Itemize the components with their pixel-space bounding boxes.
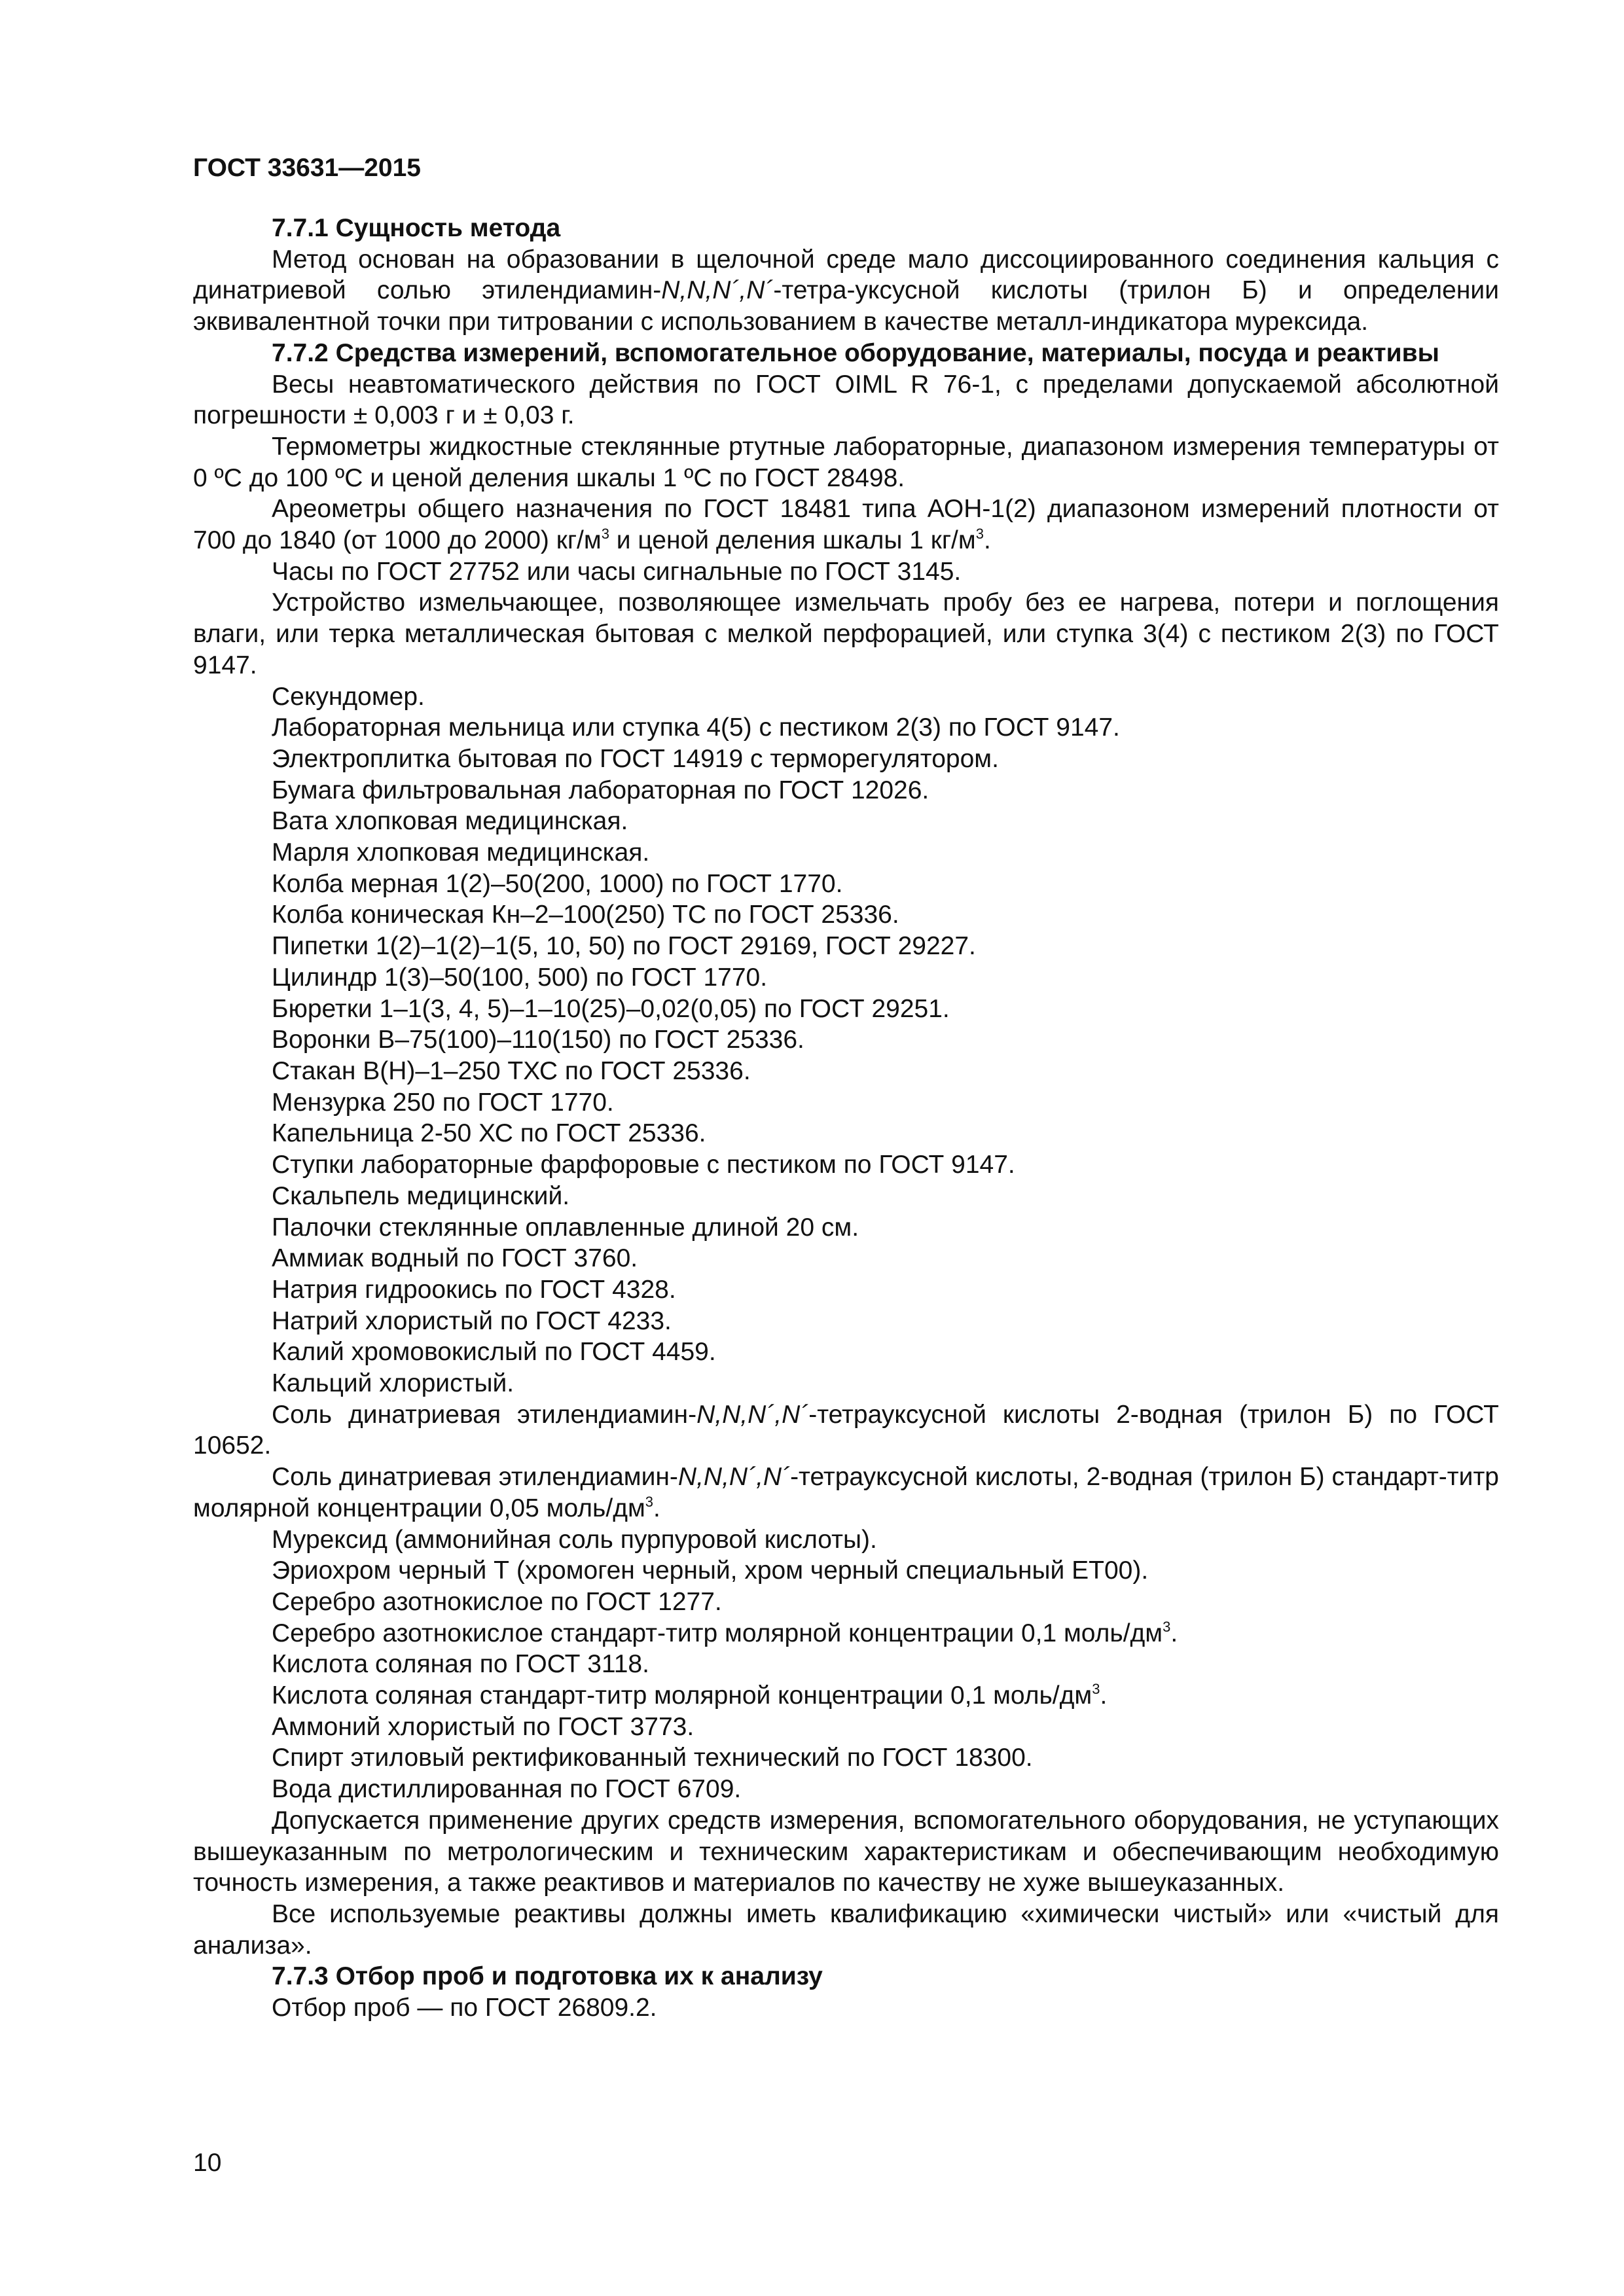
text-part: . <box>1100 1681 1108 1710</box>
list-item: Скальпель медицинский. <box>272 1181 570 1210</box>
list-item: Стакан В(Н)–1–250 ТХС по ГОСТ 25336. <box>272 1056 751 1085</box>
superscript: 3 <box>645 1493 654 1510</box>
list-item: Натрия гидроокись по ГОСТ 4328. <box>272 1275 676 1304</box>
list-item: Колба коническая Кн–2–100(250) ТС по ГОСТ 25336. <box>272 901 899 929</box>
list-item: Бюретки 1–1(3, 4, 5)–1–10(25)–0,02(0,05) по ГОСТ 29251. <box>272 994 950 1023</box>
list-item: Палочки стеклянные оплавленные длиной 20 см. <box>272 1213 859 1242</box>
superscript: 3 <box>975 526 984 543</box>
clock-paragraph: Часы по ГОСТ 27752 или часы сигнальные по ГОСТ 3145. <box>272 557 962 586</box>
text-part: Кислота соляная стандарт-титр молярной концентрации 0,1 моль/дм <box>272 1681 1092 1710</box>
sampling-paragraph: Отбор проб — по ГОСТ 26809.2. <box>272 1994 657 2022</box>
text-part: Соль динатриевая этилендиамин- <box>272 1400 697 1429</box>
list-item: Пипетки 1(2)–1(2)–1(5, 10, 50) по ГОСТ 29169, ГОСТ 29227. <box>272 932 976 961</box>
list-item: Калий хромовокислый по ГОСТ 4459. <box>272 1338 716 1367</box>
qualification-paragraph: Все используемые реактивы должны иметь квалификацию «химически чистый» или «чистый для анализа». <box>193 1899 1499 1960</box>
list-item: Бумага фильтровальная лабораторная по ГОСТ 12026. <box>272 776 929 804</box>
list-item: Мурексид (аммонийная соль пурпуровой кислоты). <box>272 1525 877 1554</box>
section-7-7-3-title: 7.7.3 Отбор проб и подготовка их к анализу <box>272 1962 823 1991</box>
list-item <box>193 1618 1499 1649</box>
thermometers-paragraph: Термометры жидкостные стеклянные ртутные лабораторные, диапазоном измерения температуры от 0 ºС до 100 ºС и ценой деления шкалы 1 ºС по ГОСТ 28498. <box>193 432 1499 492</box>
list-item: Ступки лабораторные фарфоровые с пестиком по ГОСТ 9147. <box>272 1151 1015 1179</box>
list-item: Воронки В–75(100)–110(150) по ГОСТ 25336. <box>272 1026 804 1054</box>
list-item: Эриохром черный Т (хромоген черный, хром черный специальный ЕТ00). <box>272 1556 1149 1585</box>
chem-name-italic: N,N,N´,N´ <box>661 276 774 305</box>
list-item: Аммиак водный по ГОСТ 3760. <box>272 1244 638 1273</box>
trilon-paragraph <box>193 1399 1499 1462</box>
list-item: Колба мерная 1(2)–50(200, 1000) по ГОСТ 1770. <box>272 869 843 898</box>
grinder-paragraph: Устройство измельчающее, позволяющее измельчать пробу без ее нагрева, потери и поглощения влаги, или терка металлическая бытовая с мелкой перфорацией, или ступка 3(4) с пестиком 2(3) по ГОСТ 9147. <box>193 588 1499 679</box>
trilon-standard-paragraph <box>193 1462 1499 1524</box>
text-part: и ценой деления шкалы 1 кг/м <box>609 526 976 555</box>
document-body <box>193 213 1499 2024</box>
allowed-alternatives-paragraph: Допускается применение других средств измерения, вспомогательного оборудования, не уступающих вышеуказанным по метрологическим и техническим характеристикам и обеспечивающим необходимую точность измерения, а также реактивов и материалов по качеству не хуже вышеуказанных. <box>193 1806 1499 1897</box>
list-item: Аммоний хлористый по ГОСТ 3773. <box>272 1712 695 1741</box>
text-part: Серебро азотнокислое стандарт-титр молярной концентрации 0,1 моль/дм <box>272 1619 1163 1647</box>
list-item: Вата хлопковая медицинская. <box>272 807 628 836</box>
list-item: Вода дистиллированная по ГОСТ 6709. <box>272 1775 742 1804</box>
text-part: Ареометры общего назначения по ГОСТ 18481 типа АОН-1(2) диапазоном измерений плотности от 700 до 1840 (от 1000 до 2000) кг/м <box>193 495 1499 555</box>
text-part: -тетрауксусной кислоты, 2-водная (трилон Б) стандарт-титр молярной концентрации 0,05 моль/дм <box>193 1463 1499 1522</box>
page-number: 10 <box>193 2149 222 2177</box>
list-item <box>193 1680 1499 1712</box>
list-item: Натрий хлористый по ГОСТ 4233. <box>272 1306 672 1335</box>
list-item: Серебро азотнокислое по ГОСТ 1277. <box>272 1587 722 1616</box>
areometers-paragraph <box>193 493 1499 556</box>
list-item: Марля хлопковая медицинская. <box>272 838 650 867</box>
list-item: Спирт этиловый ректификованный технический по ГОСТ 18300. <box>272 1744 1033 1772</box>
list-item: Мензурка 250 по ГОСТ 1770. <box>272 1088 614 1117</box>
list-item: Капельница 2-50 ХС по ГОСТ 25336. <box>272 1119 706 1148</box>
document-header: ГОСТ 33631—2015 <box>193 154 421 182</box>
text-part: Соль динатриевая этилендиамин- <box>272 1463 678 1492</box>
list-item: Электроплитка бытовая по ГОСТ 14919 с терморегулятором. <box>272 744 999 773</box>
superscript: 3 <box>1092 1681 1100 1698</box>
superscript: 3 <box>601 526 609 543</box>
section-7-7-1-title: 7.7.1 Сущность метода <box>272 214 561 242</box>
list-item: Кальций хлористый. <box>272 1369 514 1398</box>
text-part: . <box>1170 1619 1178 1647</box>
chem-name-italic: N,N,N´,N´ <box>677 1463 791 1492</box>
list-item: Цилиндр 1(3)–50(100, 500) по ГОСТ 1770. <box>272 963 768 992</box>
list-item: Кислота соляная по ГОСТ 3118. <box>272 1650 649 1679</box>
text-part: -тетрауксусной кислоты 2-водная (трилон Б) по ГОСТ 10652. <box>193 1400 1499 1460</box>
method-essence-paragraph <box>193 244 1499 338</box>
text-part: . <box>983 526 991 555</box>
superscript: 3 <box>1163 1618 1171 1635</box>
list-item: Лабораторная мельница или ступка 4(5) с пестиком 2(3) по ГОСТ 9147. <box>272 713 1120 742</box>
text-part: -тетра-уксусной кислоты (трилон Б) и определении эквивалентной точки при титровании с использованием в качестве металл-индикатора мурексида. <box>193 276 1499 336</box>
text-part: Метод основан на образовании в щелочной среде мало диссоциированного соединения кальция с динатриевой солью этилендиамин- <box>193 245 1499 305</box>
text-part: . <box>653 1494 660 1522</box>
list-item: Секундомер. <box>272 682 425 711</box>
chem-name-italic: N,N,N´,N´ <box>696 1400 809 1429</box>
section-7-7-2-title: 7.7.2 Средства измерений, вспомогательное оборудование, материалы, посуда и реактивы <box>272 338 1439 367</box>
scales-paragraph: Весы неавтоматического действия по ГОСТ OIML R 76-1, с пределами допускаемой абсолютной погрешности ± 0,003 г и ± 0,03 г. <box>193 370 1499 430</box>
